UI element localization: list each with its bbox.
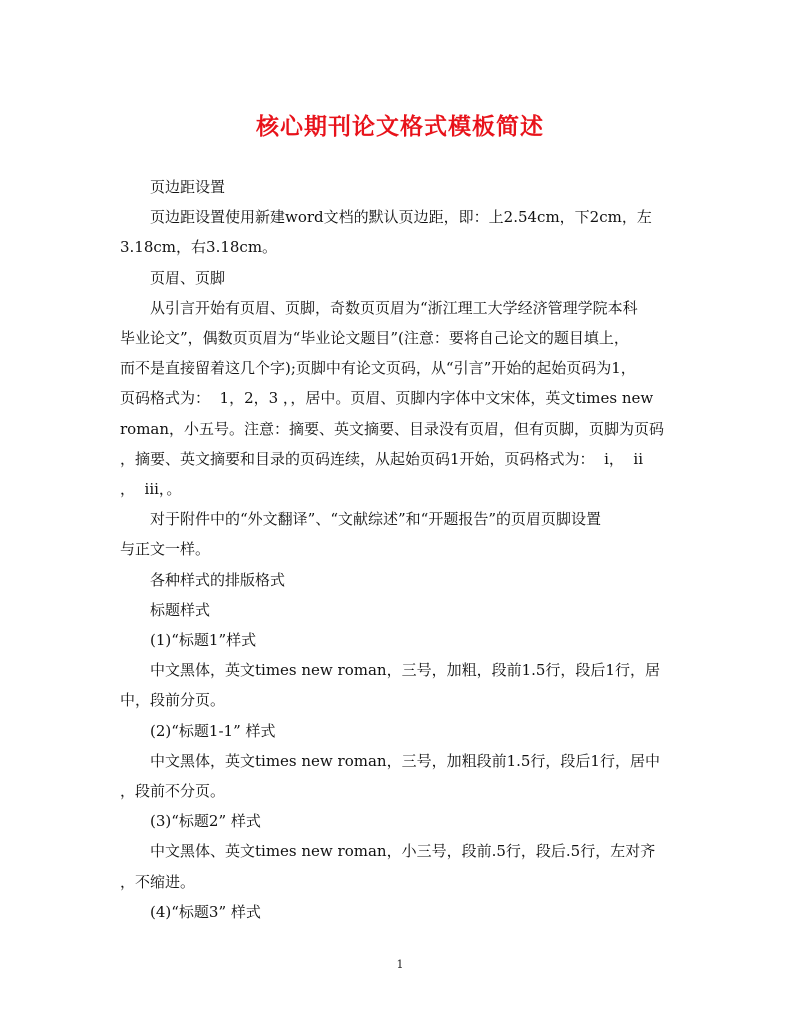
paragraph-line: (3)“标题2” 样式 [150,812,261,831]
paragraph-line: ，不缩进。 [120,872,196,891]
paragraph-line: 毕业论文”，偶数页页眉为“毕业论文题目”(注意：要将自己论文的题目填上， [120,329,629,348]
paragraph-line: 页眉、页脚 [150,268,226,287]
document-body [120,172,686,927]
document-title: 核心期刊论文格式模板简述 [256,113,544,140]
paragraph-line: 中文黑体，英文times new roman，三号，加粗，段前1.5行，段后1行，居 [150,661,660,680]
paragraph-line: 与正文一样。 [120,540,211,559]
paragraph-line: (4)“标题3” 样式 [150,902,261,921]
paragraph-line: 各种样式的排版格式 [150,570,286,589]
page-number: 1 [396,958,404,971]
paragraph-line: roman，小五号。注意：摘要、英文摘要、目录没有页眉，但有页脚，页脚为页码 [120,419,665,438]
paragraph-line: ，段前不分页。 [120,782,226,801]
paragraph-line: (2)“标题1-1” 样式 [150,721,276,740]
paragraph-line: ， iii，。 [120,480,182,499]
paragraph-line: (1)“标题1”样式 [150,631,257,650]
paragraph-line: 中，段前分页。 [120,691,226,710]
paragraph-line: 中文黑体、英文times new roman，小三号，段前.5行，段后.5行，左对齐 [150,842,656,861]
paragraph-line: 标题样式 [150,600,211,619]
paragraph-line: 对于附件中的“外文翻译”、“文献综述”和“开题报告”的页眉页脚设置 [150,510,602,529]
paragraph-line: 3.18cm，右3.18cm。 [120,238,278,257]
paragraph-line: 中文黑体，英文times new roman，三号，加粗段前1.5行，段后1行，居中 [150,751,660,770]
paragraph-line: ，摘要、英文摘要和目录的页码连续，从起始页码1开始，页码格式为： i， ii [120,449,644,468]
paragraph-line: 页边距设置使用新建word文档的默认页边距，即：上2.54cm，下2cm，左 [150,208,652,227]
paragraph-line: 从引言开始有页眉、页脚，奇数页页眉为“浙江理工大学经济管理学院本科 [150,298,638,317]
paragraph-line: 而不是直接留着这几个字);页脚中有论文页码，从“引言”开始的起始页码为1， [120,359,636,378]
paragraph-line: 页边距设置 [150,178,226,196]
paragraph-line: 页码格式为： 1，2，3 ，，居中。页眉、页脚内字体中文宋体，英文times new [120,389,654,408]
